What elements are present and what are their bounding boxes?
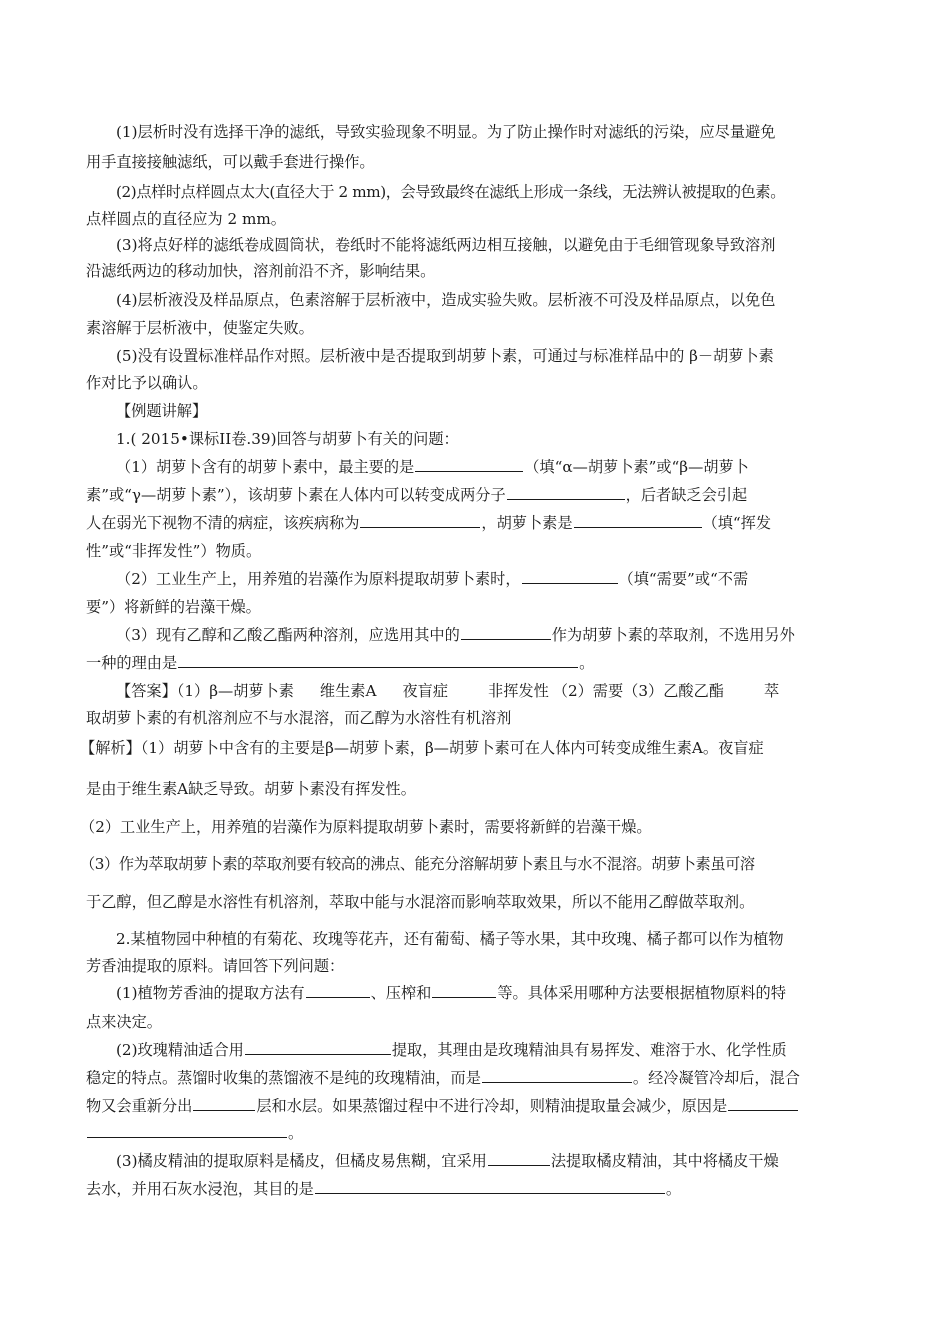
- answer-blank[interactable]: [432, 983, 496, 998]
- q2-line1: 2.某植物园中种植的有菊花、玫瑰等花卉，还有葡萄、橘子等水果，其中玫瑰、橘子都可以作为植物: [116, 930, 784, 948]
- q2-p2-text-e: 物又会重新分出: [86, 1097, 193, 1115]
- q1-part1-line1: [116, 456, 906, 478]
- answer-item: 夜盲症: [402, 682, 448, 700]
- q1-p3-text-c: 一种的理由是: [86, 654, 178, 672]
- q1-p1-text-e: 人在弱光下视物不清的病症，该疾病称为: [86, 514, 360, 532]
- q2-part2-line1: [116, 1039, 906, 1061]
- q1-p3-text-d: 。: [579, 654, 595, 672]
- para2-line1: (2)点样时点样圆点太大(直径大于 2 mm)，会导致最终在滤纸上形成一条线，无法辨认被提取的色素。: [116, 183, 785, 201]
- q1-part3-line2: [86, 652, 876, 674]
- q2-p3-text-d: 。: [665, 1180, 681, 1198]
- answer-blank[interactable]: [360, 513, 480, 528]
- answer-blank[interactable]: [728, 1096, 798, 1111]
- q1-analysis-line1: [80, 737, 870, 759]
- q2-part1-line1: [116, 982, 906, 1004]
- q2-p3-text-a: (3)橘皮精油的提取原料是橘皮，但橘皮易焦糊，宜采用: [116, 1152, 487, 1170]
- para3-line1: (3)将点好样的滤纸卷成圆筒状，卷纸时不能将滤纸两边相互接触，以避免由于毛细管现象导致溶剂: [116, 236, 776, 254]
- answer-label: 【答案】: [116, 682, 177, 700]
- q2-p2-text-g: 。: [288, 1124, 304, 1142]
- analysis-text: （1）胡萝卜中含有的主要是β—胡萝卜素，β—胡萝卜素可在人体内可转变成维生素A。夜盲症: [140, 739, 764, 757]
- q2-part2-line3: [86, 1095, 876, 1117]
- q2-p2-text-c: 稳定的特点。蒸馏时收集的蒸馏液不是纯的玫瑰精油，而是: [86, 1069, 481, 1087]
- q1-title: 1.( 2015•课标II卷.39)回答与胡萝卜有关的问题：: [116, 430, 459, 448]
- q2-part3-line1: [116, 1150, 906, 1172]
- answer-item: 萃: [763, 682, 780, 700]
- answer-blank[interactable]: [415, 457, 523, 472]
- answer-blank[interactable]: [306, 983, 370, 998]
- q1-p3-text-b: 作为胡萝卜素的萃取剂，不选用另外: [551, 626, 795, 644]
- q1-p2-text-b: （填“需要”或“不需: [618, 570, 749, 588]
- answer-item: （2）需要（3）乙酸乙酯: [552, 682, 724, 700]
- q1-part1-line4: 性”或“非挥发性”）物质。: [86, 542, 262, 560]
- answer-blank[interactable]: [461, 625, 551, 640]
- q1-part2-line2: 要”）将新鲜的岩藻干燥。: [86, 598, 261, 616]
- para4-line2: 素溶解于层析液中，使鉴定失败。: [86, 319, 314, 337]
- q2-part2-line4: [86, 1122, 876, 1144]
- example-heading: 【例题讲解】: [116, 402, 208, 420]
- q2-p2-text-d: 。经冷凝管冷却后，混合: [632, 1069, 800, 1087]
- q2-p2-text-b: 提取，其理由是玫瑰精油具有易挥发、难溶于水、化学性质: [391, 1041, 787, 1059]
- q1-answer-line2: 取胡萝卜素的有机溶剂应不与水混溶，而乙醇为水溶性有机溶剂: [86, 709, 512, 727]
- para4-line1: (4)层析液没及样品原点，色素溶解于层析液中，造成实验失败。层析液不可没及样品原点，以免色: [116, 291, 776, 309]
- answer-blank[interactable]: [507, 485, 625, 500]
- q1-p2-text-a: （2）工业生产上，用养殖的岩藻作为原料提取胡萝卜素时，: [116, 570, 521, 588]
- q1-part1-line3: [86, 512, 876, 534]
- q1-part1-line2: [86, 484, 876, 506]
- q1-part2-line1: [116, 568, 906, 590]
- answer-item: （1）β—胡萝卜素: [176, 682, 294, 700]
- q1-answer-line1: [116, 680, 906, 702]
- para1-line2: 用手直接接触滤纸，可以戴手套进行操作。: [86, 153, 375, 171]
- q2-p3-text-b: 法提取橘皮精油，其中将橘皮干燥: [550, 1152, 779, 1170]
- answer-blank[interactable]: [193, 1096, 255, 1111]
- q1-analysis-line2: 是由于维生素A缺乏导致。胡萝卜素没有挥发性。: [86, 780, 416, 798]
- q1-analysis-line3: （2）工业生产上，用养殖的岩藻作为原料提取胡萝卜素时，需要将新鲜的岩藻干燥。: [80, 818, 652, 836]
- q1-analysis-line4: （3）作为萃取胡萝卜素的萃取剂要有较高的沸点、能充分溶解胡萝卜素且与水不混溶。胡萝卜素虽可溶: [80, 855, 755, 873]
- q2-part2-line2: [86, 1067, 876, 1089]
- q1-p1-text-g: （填“挥发: [702, 514, 772, 532]
- q1-p1-text-c: 素”或“γ—胡萝卜素”），该胡萝卜素在人体内可以转变成两分子: [86, 486, 506, 504]
- q2-p3-text-c: 去水，并用石灰水浸泡，其目的是: [86, 1180, 314, 1198]
- q2-p2-text-f: 层和水层。如果蒸馏过程中不进行冷却，则精油提取量会减少，原因是: [256, 1097, 728, 1115]
- q1-p1-text-a: （1）胡萝卜含有的胡萝卜素中，最主要的是: [116, 458, 415, 476]
- answer-item: 维生素A: [319, 682, 377, 700]
- q2-line2: 芳香油提取的原料。请回答下列问题：: [86, 957, 345, 975]
- analysis-label: 【解析】: [80, 739, 141, 757]
- q2-part1-line2: 点来决定。: [86, 1013, 162, 1031]
- q2-p1-text-c: 等。具体采用哪种方法要根据植物原料的特: [497, 984, 786, 1002]
- para5-line2: 作对比予以确认。: [86, 374, 208, 392]
- answer-blank[interactable]: [245, 1040, 391, 1055]
- q2-p2-text-a: (2)玫瑰精油适合用: [116, 1041, 244, 1059]
- answer-blank[interactable]: [87, 1123, 287, 1138]
- answer-item: 非挥发性: [488, 682, 549, 700]
- answer-blank[interactable]: [315, 1179, 665, 1194]
- para1-line1: (1)层析时没有选择干净的滤纸，导致实验现象不明显。为了防止操作时对滤纸的污染，应尽量避免: [116, 123, 776, 141]
- q1-p3-text-a: （3）现有乙醇和乙酸乙酯两种溶剂，应选用其中的: [116, 626, 460, 644]
- para2-line2: 点样圆点的直径应为 2 mm。: [86, 210, 286, 228]
- q2-part3-line2: [86, 1178, 876, 1200]
- answer-blank[interactable]: [574, 513, 702, 528]
- para5-line1: (5)没有设置标准样品作对照。层析液中是否提取到胡萝卜素，可通过与标准样品中的 β－胡萝卜素: [116, 347, 774, 365]
- q2-p1-text-b: 、压榨和: [370, 984, 432, 1002]
- para3-line2: 沿滤纸两边的移动加快，溶剂前沿不齐，影响结果。: [86, 262, 436, 280]
- answer-blank[interactable]: [522, 569, 618, 584]
- answer-blank[interactable]: [488, 1151, 550, 1166]
- q1-p1-text-b: （填“α—胡萝卜素”或“β—胡萝卜: [524, 458, 749, 476]
- q1-analysis-line5: 于乙醇，但乙醇是水溶性有机溶剂，萃取中能与水混溶而影响萃取效果，所以不能用乙醇做萃取剂。: [86, 893, 755, 911]
- answer-blank[interactable]: [482, 1068, 632, 1083]
- q1-p1-text-f: ，胡萝卜素是: [481, 514, 573, 532]
- answer-blank[interactable]: [178, 653, 578, 668]
- q1-p1-text-d: ，后者缺乏会引起: [625, 486, 748, 504]
- q2-p1-text-a: (1)植物芳香油的提取方法有: [116, 984, 305, 1002]
- q1-part3-line1: [116, 624, 906, 646]
